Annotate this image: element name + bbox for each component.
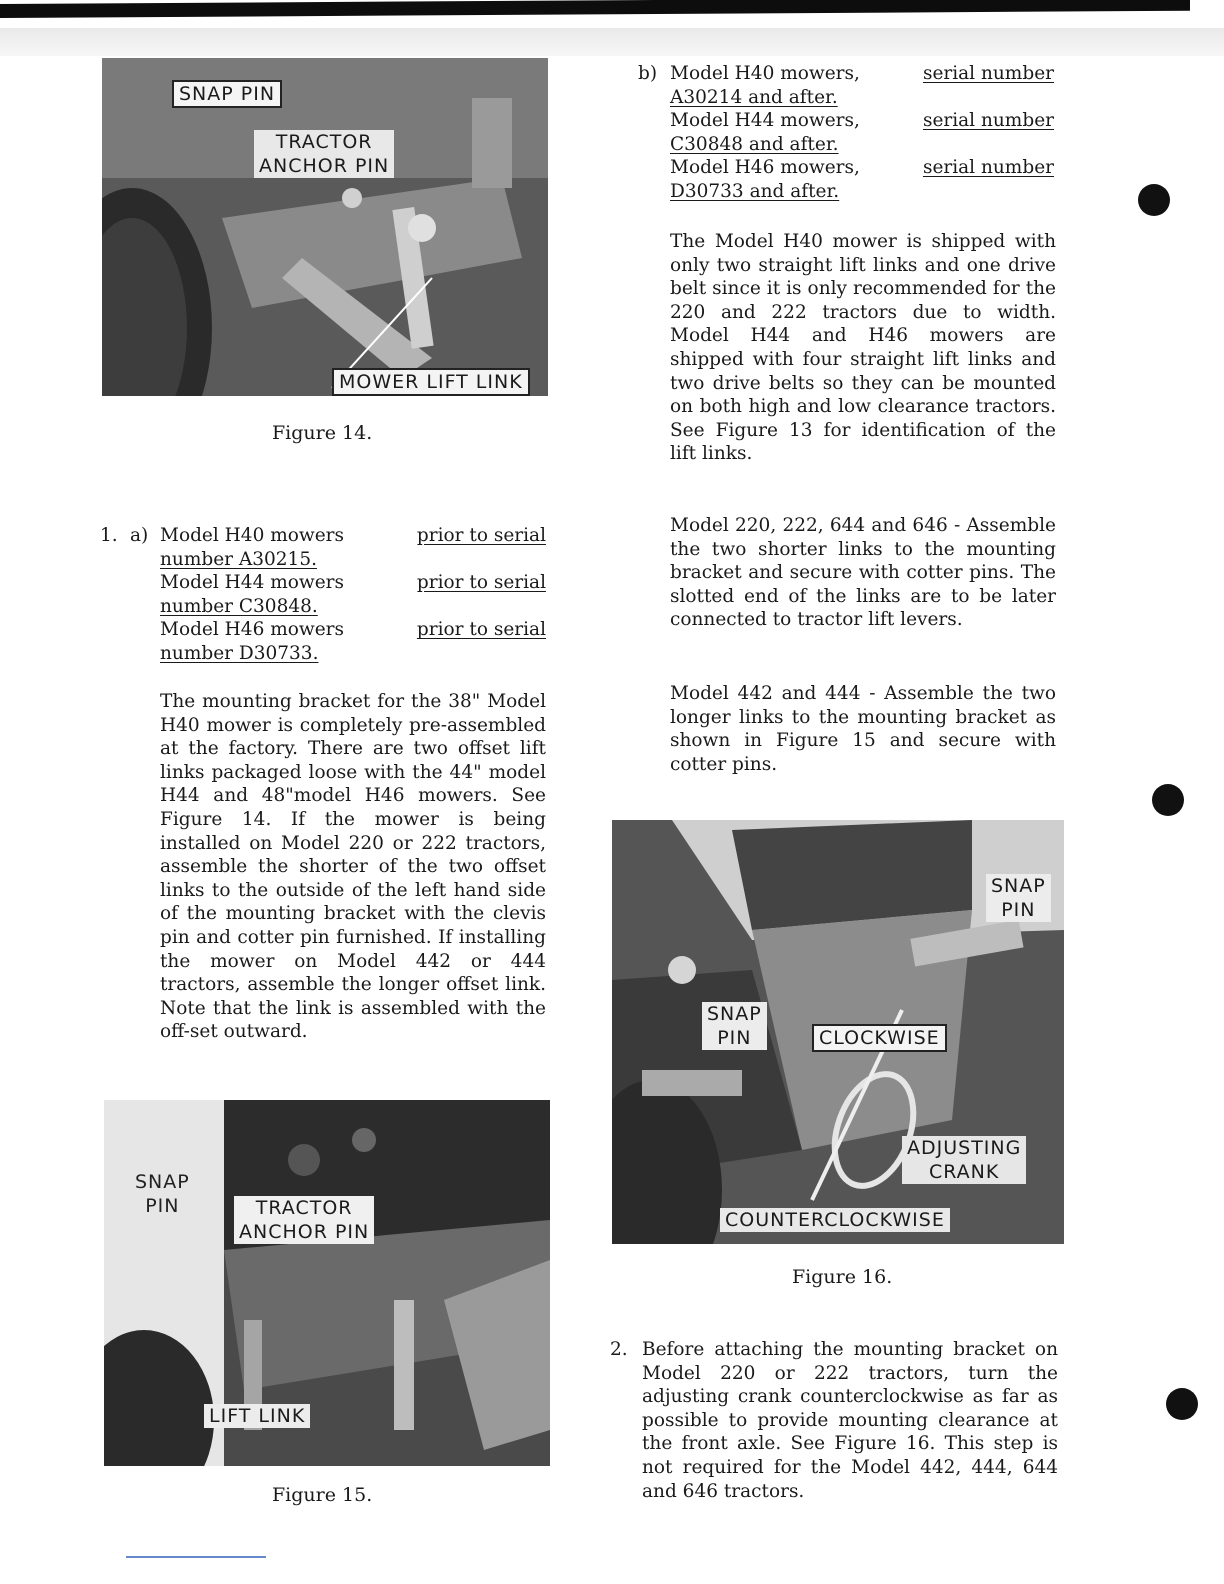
binder-hole (1138, 184, 1170, 216)
label-snap: SNAP (707, 1003, 762, 1025)
model-h40-serial: number A30215. (160, 548, 317, 570)
figure-16-caption: Figure 16. (792, 1266, 893, 1288)
model-h44-prior: prior to serial (416, 572, 546, 594)
model-h44-serial: C30848 and after. (670, 133, 839, 155)
figure-14-caption: Figure 14. (272, 422, 373, 444)
model-h40-serial: A30214 and after. (670, 86, 838, 108)
label-pin: PIN (145, 1195, 180, 1217)
step-1b-label: b) (638, 63, 658, 84)
figure-15-caption: Figure 15. (272, 1484, 373, 1506)
figure-16-photo (612, 820, 1064, 1244)
label-snap-pin (130, 1170, 195, 1218)
figure-15-photo (104, 1100, 550, 1466)
model-h40-line: Model H40 mowers (160, 525, 345, 546)
model-h46-line: Model H46 mowers, (670, 157, 860, 179)
label-anchor-pin: ANCHOR PIN (239, 1221, 370, 1243)
step-1b-paragraph-2: Model 220, 222, 644 and 646 - Assemble the two shorter links to the mounting bracket and secure with cotter pins. The slotted end of the links are to be later connected to tractor lift levers. (670, 515, 1056, 631)
label-adjusting-crank (902, 1136, 1026, 1184)
label-adjusting: ADJUSTING (907, 1137, 1022, 1159)
model-h46-serial: number D30733. (160, 642, 319, 664)
label-snap: SNAP (135, 1171, 190, 1193)
step-1b-paragraph: The Model H40 mower is shipped with only two straight lift links and one drive belt since it is only recommended for the 220 and 222 tractors due to width. Model H44 and H46 mowers are shipped with four straight lift links and two drive belts so they can be mounted on both high and low clearance tractors. See Figure 13 for identification of the lift links. (670, 231, 1056, 465)
model-h46-prior: prior to serial (416, 619, 546, 641)
label-clockwise: CLOCKWISE (812, 1024, 947, 1052)
scan-top-shading (0, 28, 1224, 56)
model-h46-serial: D30733 and after. (670, 180, 840, 202)
scan-top-border (0, 0, 1190, 18)
model-h46-serial-label: serial number (922, 157, 1054, 179)
label-snap-pin-left (702, 1002, 767, 1050)
label-pin: PIN (1001, 899, 1036, 921)
bottom-rule (126, 1556, 266, 1558)
label-pin: PIN (717, 1027, 752, 1049)
label-snap-pin: SNAP PIN (172, 80, 282, 108)
label-lift-link: LIFT LINK (204, 1404, 310, 1428)
label-mower-lift-link: MOWER LIFT LINK (332, 368, 530, 396)
step-2-paragraph: Before attaching the mounting bracket on Model 220 or 222 tractors, turn the adjusting crank counterclockwise as far as possible to provide mounting clearance at the front axle. See Figure 16. This step is not required for the Model 442, 444, 644 and 646 tractors. (642, 1339, 1058, 1502)
label-snap-pin-right (986, 874, 1051, 922)
step-2-number: 2. (610, 1339, 628, 1360)
step-1b-models (670, 62, 1054, 204)
model-h40-line: Model H40 mowers, (670, 63, 860, 84)
model-h44-line: Model H44 mowers, (670, 110, 860, 132)
step-1a-models (160, 524, 546, 666)
figure-14-photo (102, 58, 548, 396)
step-1b-paragraph-3: Model 442 and 444 - Assemble the two longer links to the mounting bracket as shown in Figure 15 and secure with cotter pins. (670, 683, 1056, 775)
figure-15-illustration (104, 1100, 550, 1466)
binder-hole (1166, 1388, 1198, 1420)
model-h40-prior: prior to serial (416, 525, 546, 546)
label-tractor: TRACTOR (275, 131, 373, 153)
model-h44-serial: number C30848. (160, 595, 318, 617)
model-h40-serial-label: serial number (922, 63, 1054, 84)
label-counterclockwise: COUNTERCLOCKWISE (720, 1208, 950, 1232)
step-1-number: 1. (100, 525, 118, 546)
label-anchor-pin: ANCHOR PIN (259, 155, 390, 177)
binder-hole (1152, 784, 1184, 816)
label-snap: SNAP (991, 875, 1046, 897)
label-tractor: TRACTOR (255, 1197, 353, 1219)
model-h44-serial-label: serial number (922, 110, 1054, 132)
label-crank: CRANK (928, 1161, 1000, 1183)
label-tractor-anchor-pin (234, 1196, 374, 1244)
figure-14-illustration (102, 58, 548, 396)
step-1a-label: a) (130, 525, 149, 546)
step-1a-paragraph: The mounting bracket for the 38" Model H40 mower is completely pre-assembled at the factory. There are two offset lift links packaged loose with the 44" model H44 and 48"model H46 mowers. See Figure 14. If the mower is being installed on Model 220 or 222 tractors, assemble the shorter of the two offset links to the outside of the left hand side of the mounting bracket with the clevis pin and cotter pin furnished. If installing the mower on Model 442 or 444 tractors, assemble the longer offset link. Note that the link is assembled with the off-set outward. (160, 691, 546, 1043)
label-tractor-anchor-pin (254, 130, 394, 178)
model-h46-line: Model H46 mowers (160, 619, 345, 641)
model-h44-line: Model H44 mowers (160, 572, 345, 594)
